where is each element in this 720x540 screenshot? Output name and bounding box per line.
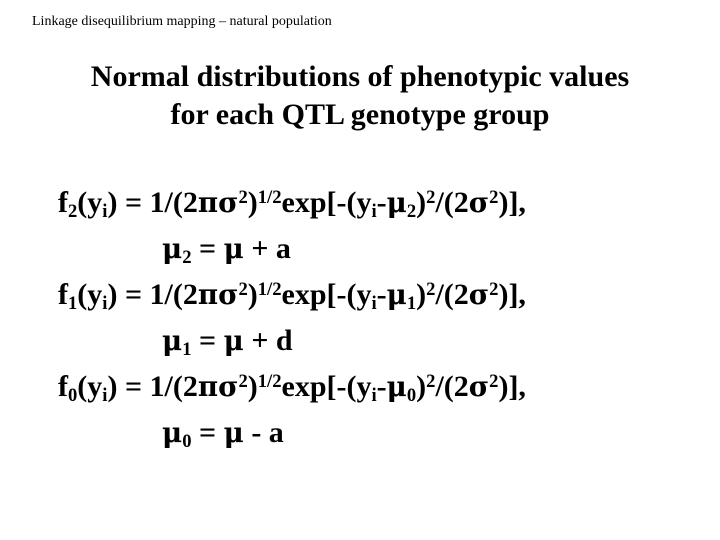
title-line-1: Normal distributions of phenotypic values [90, 60, 630, 93]
equation-block [58, 180, 526, 456]
mu-symbol: μ [162, 232, 183, 265]
sigma-symbol: σ [468, 278, 490, 311]
title-line-2: for each QTL genotype group [170, 98, 550, 131]
mu-symbol: μ [386, 278, 407, 311]
density-equation-f0: $f_0(y_i) = 1/(2\pi\sigma^2)^{1/2}\exp[-(y_i-\mu_0)^2/(2\sigma^2)]$, [58, 370, 526, 407]
mu-symbol: μ [162, 324, 183, 357]
mean-equation-mu2: $\mu_2 = \mu + a$ [162, 232, 291, 269]
mu-symbol: μ [223, 232, 244, 265]
sigma-symbol: σ [218, 278, 239, 311]
mean-equation-mu0: $\mu_0 = \mu - a$ [162, 416, 284, 453]
mu-symbol: μ [223, 416, 244, 449]
pi-symbol: π [197, 278, 219, 311]
pi-symbol: π [197, 186, 219, 219]
mu-symbol: μ [386, 370, 407, 403]
header-note: Linkage disequilibrium mapping – natural population [32, 14, 332, 29]
sigma-symbol: σ [218, 186, 239, 219]
slide-title [0, 58, 720, 134]
mu-symbol: μ [162, 416, 183, 449]
density-equation-f2: $f_2(y_i) = 1/(2\pi\sigma^2)^{1/2}\exp[-(y_i-\mu_2)^2/(2\sigma^2)]$, [58, 186, 526, 223]
sigma-symbol: σ [468, 186, 490, 219]
mu-symbol: μ [386, 186, 407, 219]
sigma-symbol: σ [218, 370, 239, 403]
pi-symbol: π [197, 370, 219, 403]
sigma-symbol: σ [468, 370, 490, 403]
mu-symbol: μ [223, 324, 244, 357]
mean-equation-mu1: $\mu_1 = \mu + d$ [162, 324, 293, 361]
density-equation-f1: $f_1(y_i) = 1/(2\pi\sigma^2)^{1/2}\exp[-(y_i-\mu_1)^2/(2\sigma^2)]$, [58, 278, 526, 315]
